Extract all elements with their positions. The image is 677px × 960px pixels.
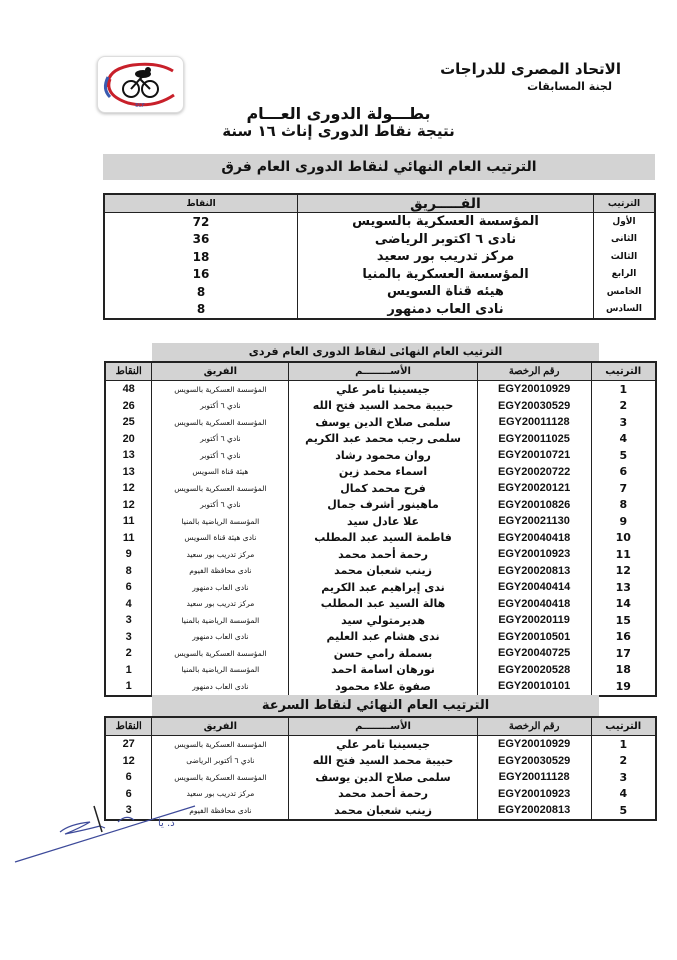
individual-standings-table [104, 361, 657, 697]
name-cell: سلمى صلاح الدين يوسف [289, 769, 477, 786]
table-row [105, 513, 656, 530]
name-cell: اسماء محمد زين [289, 464, 477, 481]
rank-cell: الأول [594, 213, 656, 231]
name-cell: زينب شعبان محمد [289, 563, 477, 580]
table-row [104, 248, 655, 266]
points-cell: 3 [105, 612, 152, 629]
name-cell: حبيبة محمد السيد فتح الله [289, 753, 477, 770]
organization-name: الاتحاد المصرى للدراجات [440, 60, 621, 78]
team-cell: المؤسسة العسكرية بالسويس [152, 480, 289, 497]
table-row [105, 431, 656, 448]
points-cell: 8 [196, 302, 206, 317]
team-cell: نادي ٦ أكتوبر [152, 497, 289, 514]
name-cell: ندى هشام عبد العليم [289, 629, 477, 646]
points-cell: 4 [105, 596, 152, 613]
team-cell: مركز تدريب بور سعيد [152, 786, 289, 803]
name-cell: جيسينيا تامر علي [289, 736, 477, 753]
table-row [105, 596, 656, 613]
table-row [105, 381, 656, 398]
name-cell: سلمى صلاح الدين يوسف [289, 414, 477, 431]
team-header: الفـــــريق [298, 194, 594, 213]
points-header: النقاط [105, 362, 152, 381]
team-cell: نادى محافظة الفيوم [152, 802, 289, 820]
name-cell: هالة السيد عبد المطلب [289, 596, 477, 613]
individual-standings-banner: الترتيب العام النهائى لنقاط الدورى العام فردى [152, 343, 599, 361]
points-header: النقاط [104, 194, 298, 213]
rank-cell: 7 [591, 480, 656, 497]
table-row [105, 579, 656, 596]
table-row [104, 301, 655, 320]
points-cell: 11 [105, 513, 152, 530]
license-cell: EGY20020722 [477, 464, 591, 481]
rank-cell: 2 [591, 753, 656, 770]
rank-cell: 1 [591, 736, 656, 753]
points-cell: 6 [105, 786, 152, 803]
table-row [105, 678, 656, 696]
points-cell: 13 [105, 447, 152, 464]
points-cell: 2 [105, 645, 152, 662]
points-cell: 3 [105, 629, 152, 646]
license-cell: EGY20010929 [477, 381, 591, 398]
rank-cell: الثالث [594, 248, 656, 266]
table-row [104, 266, 655, 284]
points-cell: 25 [105, 414, 152, 431]
points-cell: 36 [192, 232, 210, 247]
points-cell: 18 [192, 249, 210, 264]
table-header-row [105, 362, 656, 381]
team-cell: المؤسسة العسكرية بالسويس [152, 414, 289, 431]
points-cell: 6 [105, 769, 152, 786]
points-cell: 26 [105, 398, 152, 415]
rank-cell: 18 [591, 662, 656, 679]
table-row [105, 447, 656, 464]
table-row [105, 769, 656, 786]
name-cell: ندى إبراهيم عبد الكريم [289, 579, 477, 596]
points-cell: 12 [105, 497, 152, 514]
name-cell: علا عادل سيد [289, 513, 477, 530]
rank-cell: 11 [591, 546, 656, 563]
team-cell: نادى العاب دمنهور [298, 301, 594, 320]
team-cell: مركز تدريب بور سعيد [298, 248, 594, 266]
points-cell: 20 [105, 431, 152, 448]
rank-cell: 19 [591, 678, 656, 696]
table-row [104, 231, 655, 249]
name-cell: فاطمة السيد عبد المطلب [289, 530, 477, 547]
table-header-row [104, 194, 655, 213]
rank-cell: 14 [591, 596, 656, 613]
license-cell: EGY20010721 [477, 447, 591, 464]
points-cell: 9 [105, 546, 152, 563]
rank-cell: 3 [591, 414, 656, 431]
rank-header: الترتيب [591, 362, 656, 381]
name-cell: بسملة رامي حسن [289, 645, 477, 662]
points-cell: 1 [105, 662, 152, 679]
rank-header: الترتيب [594, 194, 656, 213]
rank-cell: 8 [591, 497, 656, 514]
team-cell: المؤسسة العسكرية بالسويس [152, 381, 289, 398]
license-cell: EGY20020121 [477, 480, 591, 497]
team-cell: نادي ٦ أكتوبر [152, 447, 289, 464]
name-cell: هديرمتولي سيد [289, 612, 477, 629]
rank-cell: الرابع [594, 266, 656, 284]
rank-cell: 13 [591, 579, 656, 596]
table-row [105, 753, 656, 770]
rank-cell: 16 [591, 629, 656, 646]
name-cell: صفوة علاء محمود [289, 678, 477, 696]
points-cell: 1 [105, 678, 152, 696]
rank-cell: 5 [591, 802, 656, 820]
rank-cell: 15 [591, 612, 656, 629]
license-cell: EGY20030529 [477, 398, 591, 415]
logo-text: ECF [135, 103, 145, 109]
points-header: النقاط [105, 717, 152, 736]
name-cell: رحمة أحمد محمد [289, 546, 477, 563]
team-cell: نادي ٦ أكتوبر الرياضى [152, 753, 289, 770]
table-row [105, 414, 656, 431]
license-cell: EGY20011128 [477, 414, 591, 431]
team-cell: نادى ٦ اكتوبر الرياضى [298, 231, 594, 249]
table-row [104, 213, 655, 231]
points-cell: 6 [105, 579, 152, 596]
team-header: الفريق [152, 362, 289, 381]
table-row [105, 645, 656, 662]
license-header: رقم الرخصة [477, 362, 591, 381]
table-row [105, 464, 656, 481]
team-cell: نادى العاب دمنهور [152, 629, 289, 646]
rank-cell: الخامس [594, 283, 656, 301]
team-cell: مركز تدريب بور سعيد [152, 546, 289, 563]
team-cell: نادي ٦ أكتوبر [152, 431, 289, 448]
team-cell: المؤسسة الرياضية بالمنيا [152, 513, 289, 530]
team-cell: المؤسسة العسكرية بالسويس [152, 645, 289, 662]
rank-cell: 12 [591, 563, 656, 580]
license-cell: EGY20010101 [477, 678, 591, 696]
table-row [105, 629, 656, 646]
license-cell: EGY20011025 [477, 431, 591, 448]
name-cell: نورهان اسامة احمد [289, 662, 477, 679]
rank-cell: 4 [591, 431, 656, 448]
name-header: الأســــــــم [289, 717, 477, 736]
signature [10, 800, 200, 880]
table-row [105, 398, 656, 415]
table-row [105, 612, 656, 629]
name-cell: فرح محمد كمال [289, 480, 477, 497]
team-cell: مركز تدريب بور سعيد [152, 596, 289, 613]
team-cell: نادي ٦ أكتوبر [152, 398, 289, 415]
rank-header: الترتيب [591, 717, 656, 736]
rank-cell: 3 [591, 769, 656, 786]
rank-cell: 10 [591, 530, 656, 547]
team-cell: نادى هيئة قناة السويس [152, 530, 289, 547]
name-cell: روان محمود رشاد [289, 447, 477, 464]
team-cell: المؤسسة الرياضية بالمنيا [152, 612, 289, 629]
team-cell: المؤسسة العسكرية بالسويس [298, 213, 594, 231]
team-cell: المؤسسة العسكرية بالمنيا [298, 266, 594, 284]
team-cell: نادى العاب دمنهور [152, 678, 289, 696]
rank-cell: 5 [591, 447, 656, 464]
table-header-row [105, 717, 656, 736]
points-cell: 8 [105, 563, 152, 580]
rank-cell: 1 [591, 381, 656, 398]
points-cell: 16 [192, 267, 210, 282]
rank-cell: 9 [591, 513, 656, 530]
table-row [105, 546, 656, 563]
rank-cell: 6 [591, 464, 656, 481]
license-cell: EGY20040418 [477, 530, 591, 547]
points-cell: 12 [105, 480, 152, 497]
rank-cell: 4 [591, 786, 656, 803]
results-subtitle: نتيجة نقاط الدورى إناث ١٦ سنة [222, 122, 455, 140]
teams-standings-table [103, 193, 656, 320]
points-cell: 27 [105, 736, 152, 753]
license-cell: EGY20020528 [477, 662, 591, 679]
license-cell: EGY20011128 [477, 769, 591, 786]
points-cell: 12 [105, 753, 152, 770]
license-cell: EGY20030529 [477, 753, 591, 770]
table-row [105, 563, 656, 580]
team-header: الفريق [152, 717, 289, 736]
license-cell: EGY20040414 [477, 579, 591, 596]
team-cell: نادى العاب دمنهور [152, 579, 289, 596]
license-cell: EGY20040725 [477, 645, 591, 662]
license-cell: EGY20020813 [477, 802, 591, 820]
name-header: الأســــــــم [289, 362, 477, 381]
name-cell: ماهينور أشرف جمال [289, 497, 477, 514]
points-cell: 3 [105, 802, 152, 820]
table-row [105, 480, 656, 497]
name-cell: سلمى رجب محمد عبد الكريم [289, 431, 477, 448]
license-cell: EGY20020813 [477, 563, 591, 580]
license-header: رقم الرخصة [477, 717, 591, 736]
team-cell: المؤسسة العسكرية بالسويس [152, 736, 289, 753]
table-row [105, 497, 656, 514]
sprint-standings-banner: الترتيب العام النهائي لنقاط السرعة [152, 695, 599, 716]
license-cell: EGY20010923 [477, 786, 591, 803]
license-cell: EGY20010501 [477, 629, 591, 646]
table-row [105, 530, 656, 547]
name-cell: رحمة أحمد محمد [289, 786, 477, 803]
name-cell: حبيبة محمد السيد فتح الله [289, 398, 477, 415]
team-cell: نادى محافظة الفيوم [152, 563, 289, 580]
name-cell: زينب شعبان محمد [289, 802, 477, 820]
championship-title: بطـــولة الدورى العـــام [246, 104, 431, 123]
committee-name: لجنة المسابقات [527, 80, 612, 93]
license-cell: EGY20020119 [477, 612, 591, 629]
points-cell: 11 [105, 530, 152, 547]
points-cell: 13 [105, 464, 152, 481]
table-row [105, 662, 656, 679]
points-cell: 48 [105, 381, 152, 398]
rank-cell: 2 [591, 398, 656, 415]
rank-cell: 17 [591, 645, 656, 662]
license-cell: EGY20021130 [477, 513, 591, 530]
table-row [104, 283, 655, 301]
teams-standings-banner: الترتيب العام النهائي لنقاط الدورى العام فرق [103, 154, 655, 180]
rank-cell: السادس [594, 301, 656, 320]
points-cell: 8 [196, 284, 206, 299]
rank-cell: الثانى [594, 231, 656, 249]
team-cell: المؤسسة الرياضية بالمنيا [152, 662, 289, 679]
license-cell: EGY20010826 [477, 497, 591, 514]
team-cell: هيئه قناة السويس [298, 283, 594, 301]
points-cell: 72 [192, 214, 210, 229]
license-cell: EGY20010929 [477, 736, 591, 753]
license-cell: EGY20040418 [477, 596, 591, 613]
team-cell: المؤسسة العسكرية بالسويس [152, 769, 289, 786]
license-cell: EGY20010923 [477, 546, 591, 563]
team-cell: هيئة قناة السويس [152, 464, 289, 481]
signature-text: د. يا [158, 818, 175, 829]
table-row [105, 736, 656, 753]
name-cell: جيسينيا تامر علي [289, 381, 477, 398]
